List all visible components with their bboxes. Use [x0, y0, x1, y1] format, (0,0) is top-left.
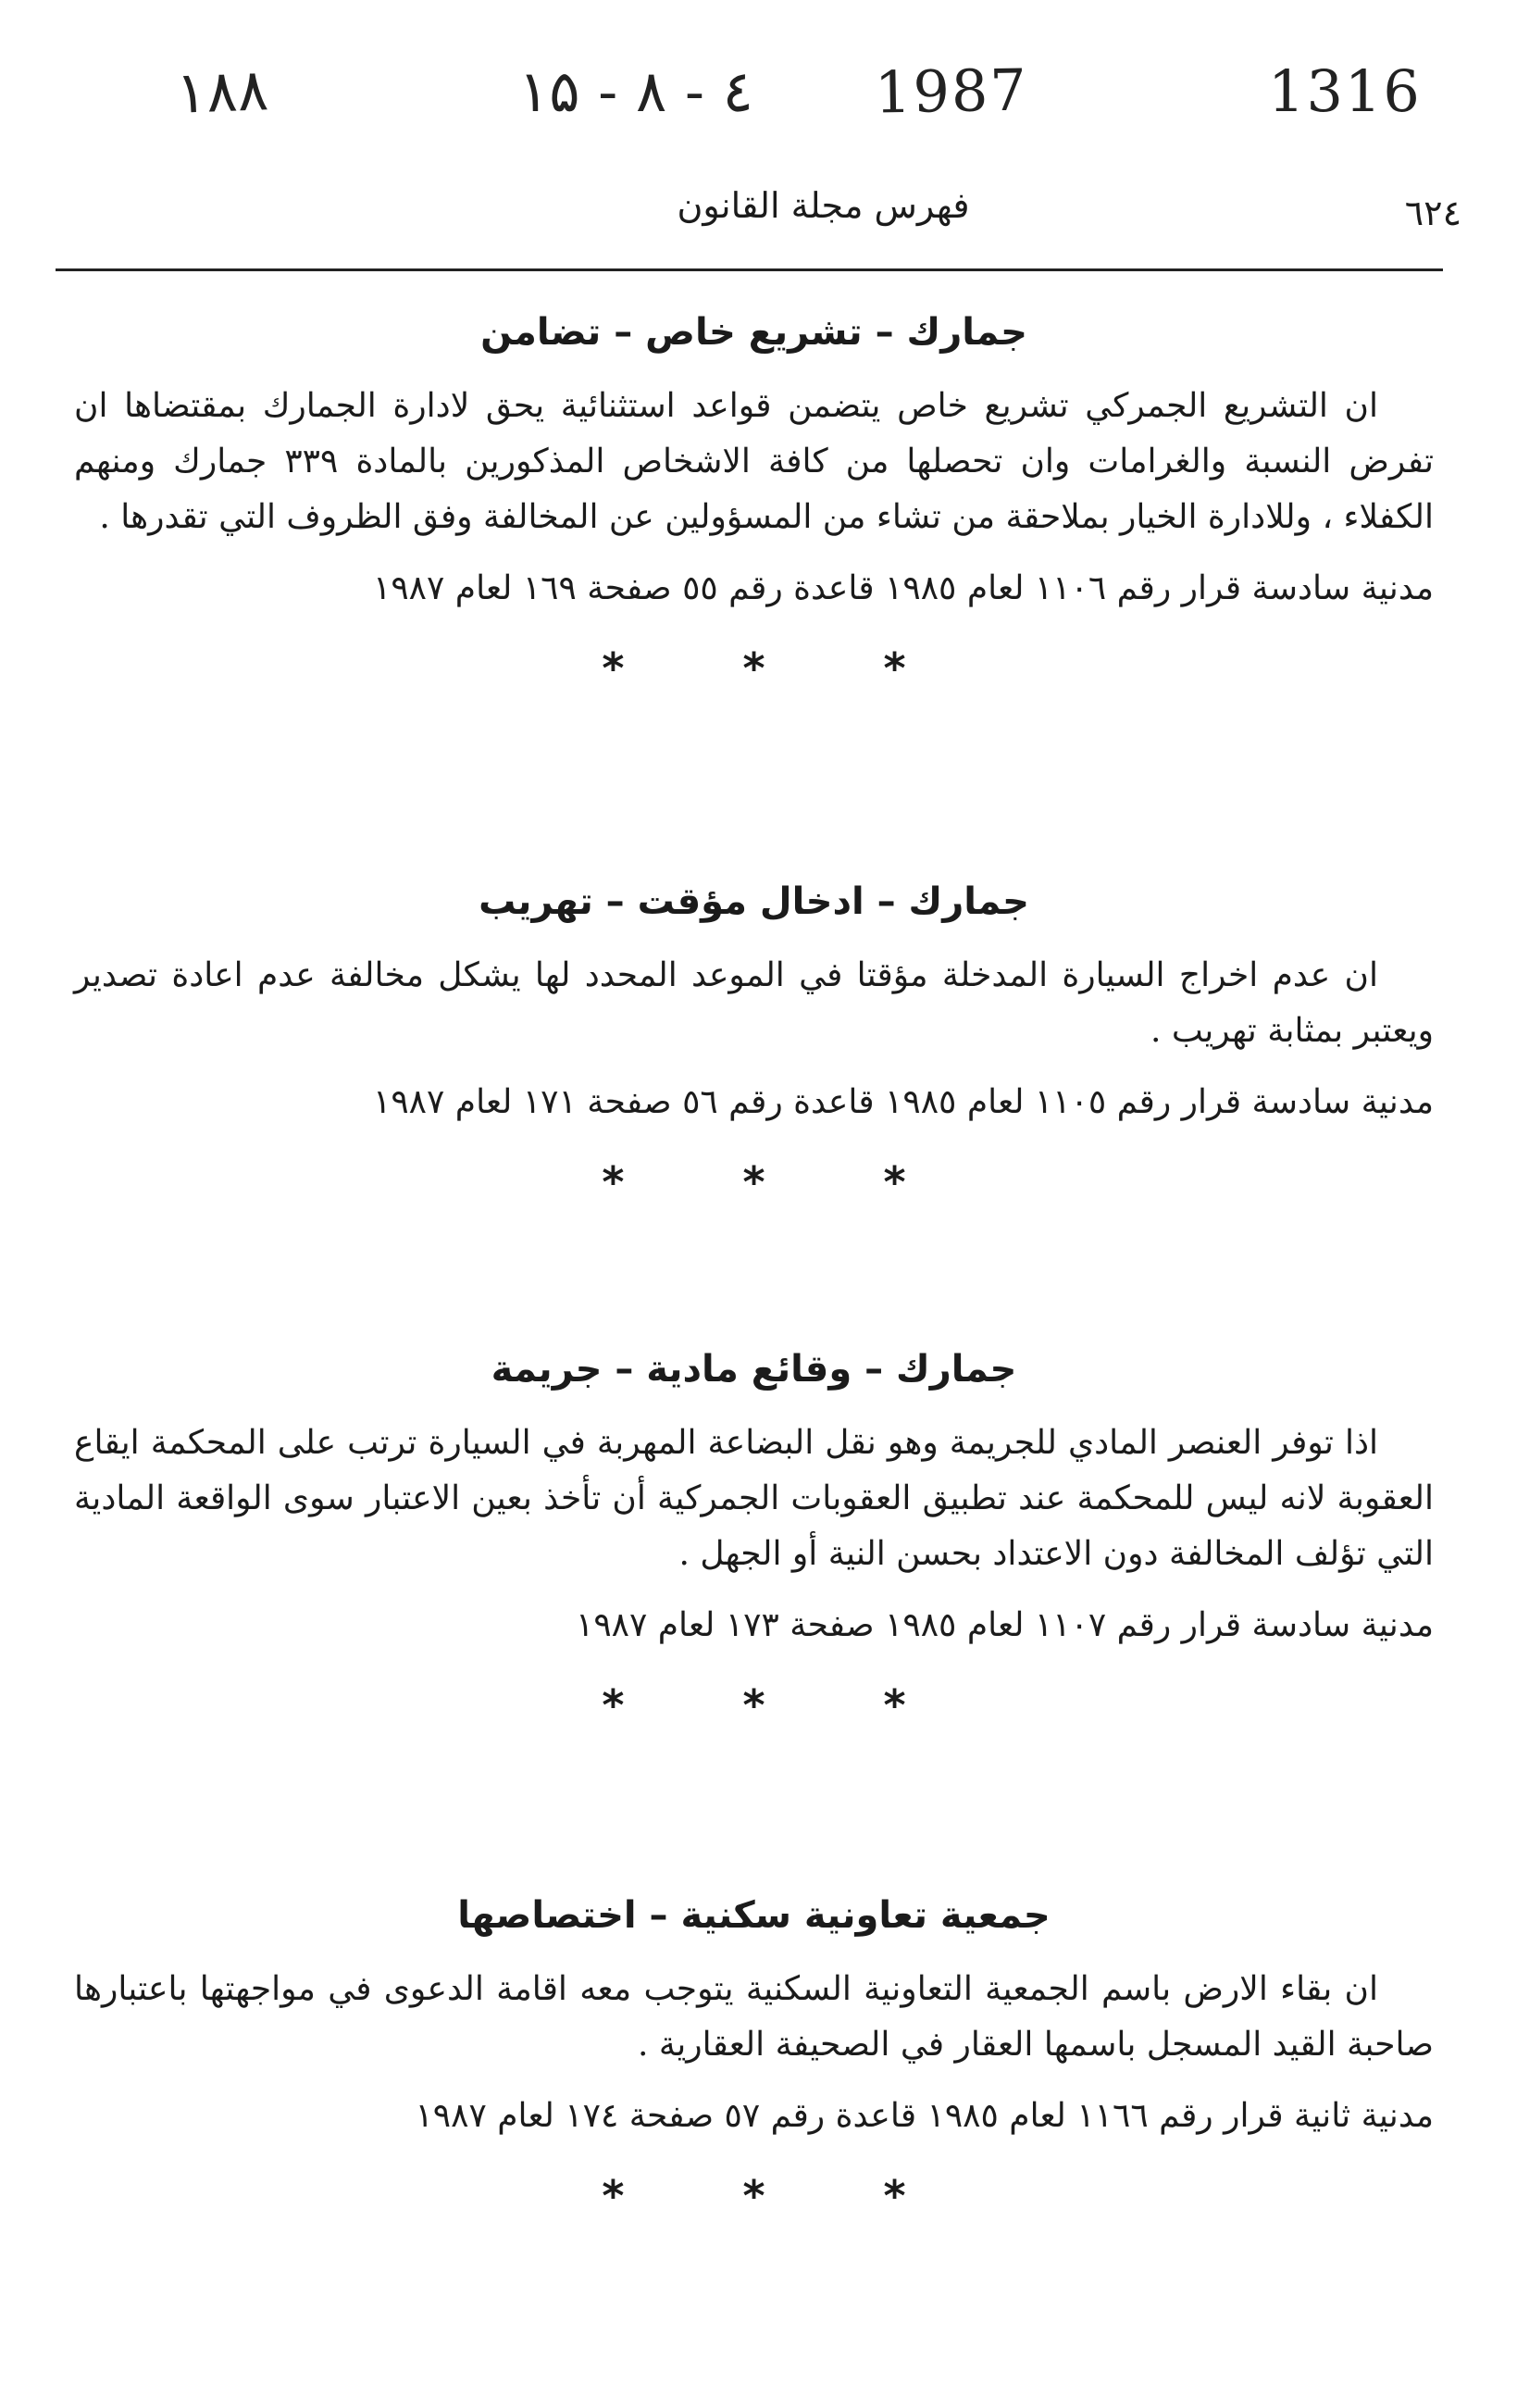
index-entry: [65, 1893, 1443, 2221]
asterisk-separator: * * *: [602, 643, 958, 693]
entry-body: اذا توفر العنصر المادي للجريمة وهو نقل البضاعة المهربة في السيارة ترتب على المحكمة ايقاع العقوبة لانه ليس للمحكمة عند تطبيق العقوبات الجمركية أن تأخذ بعين الاعتبار سوى الواقعة المادية التي تؤلف المخالفة دون الاعتداد بحسن النية أو الجهل .: [74, 1424, 1434, 1573]
entry-heading: جمعية تعاونية سكنية – اختصاصها: [457, 1894, 1051, 1937]
journal-title: فهرس مجلة القانون: [677, 185, 970, 226]
entry-heading: جمارك – تشريع خاص – تضامن: [480, 311, 1027, 354]
asterisk-separator: * * *: [602, 1157, 958, 1207]
entry-body: ان عدم اخراج السيارة المدخلة مؤقتا في الموعد المحدد لها يشكل مخالفة عدم اعادة تصدير ويعتبر بمثابة تهريب .: [74, 956, 1434, 1050]
asterisk-separator: * * *: [602, 2171, 958, 2221]
header-rule: [56, 268, 1443, 271]
entry-citation: مدنية سادسة قرار رقم ١١٠٦ لعام ١٩٨٥ قاعدة رقم ٥٥ صفحة ١٦٩ لعام ١٩٨٧: [373, 569, 1434, 607]
page-number: ٦٢٤: [1404, 193, 1461, 233]
entry-body: ان التشريع الجمركي تشريع خاص يتضمن قواعد استثنائية يحق لادارة الجمارك بمقتضاها ان تفرض النسبة والغرامات وان تحصلها من كافة الاشخاص المذكورين بالمادة ٣٣٩ جمارك ومنهم الكفلاء ، وللادارة الخيار بملاحقة من تشاء من المسؤولين عن المخالفة وفق الظروف التي تقدرها .: [74, 387, 1435, 536]
handwritten-year: 1987: [874, 56, 1029, 127]
index-entry: [65, 880, 1443, 1207]
entry-citation: مدنية سادسة قرار رقم ١١٠٧ لعام ١٩٨٥ صفحة ١٧٣ لعام ١٩٨٧: [575, 1606, 1434, 1644]
running-header: [56, 176, 1461, 241]
asterisk-separator: * * *: [602, 1680, 958, 1730]
entry-citation: مدنية ثانية قرار رقم ١١٦٦ لعام ١٩٨٥ قاعدة رقم ٥٧ صفحة ١٧٤ لعام ١٩٨٧: [415, 2097, 1434, 2135]
handwritten-annotation-right: 1316: [1268, 57, 1422, 125]
handwritten-date: ۱۵ - ۸ - ٤: [518, 57, 753, 125]
entry-heading: جمارك – وقائع مادية – جريمة: [491, 1348, 1017, 1391]
handwritten-annotation-left: ۱۸۸: [174, 56, 270, 127]
entry-body: ان بقاء الارض باسم الجمعية التعاونية السكنية يتوجب معه اقامة الدعوى في مواجهتها باعتبارها صاحبة القيد المسجل باسمها العقار في الصحيفة العقارية .: [74, 1970, 1434, 2064]
index-entry: [65, 1347, 1443, 1730]
index-entry: [65, 310, 1443, 693]
entry-citation: مدنية سادسة قرار رقم ١١٠٥ لعام ١٩٨٥ قاعدة رقم ٥٦ صفحة ١٧١ لعام ١٩٨٧: [373, 1083, 1434, 1121]
entry-heading: جمارك – ادخال مؤقت – تهريب: [479, 880, 1029, 923]
